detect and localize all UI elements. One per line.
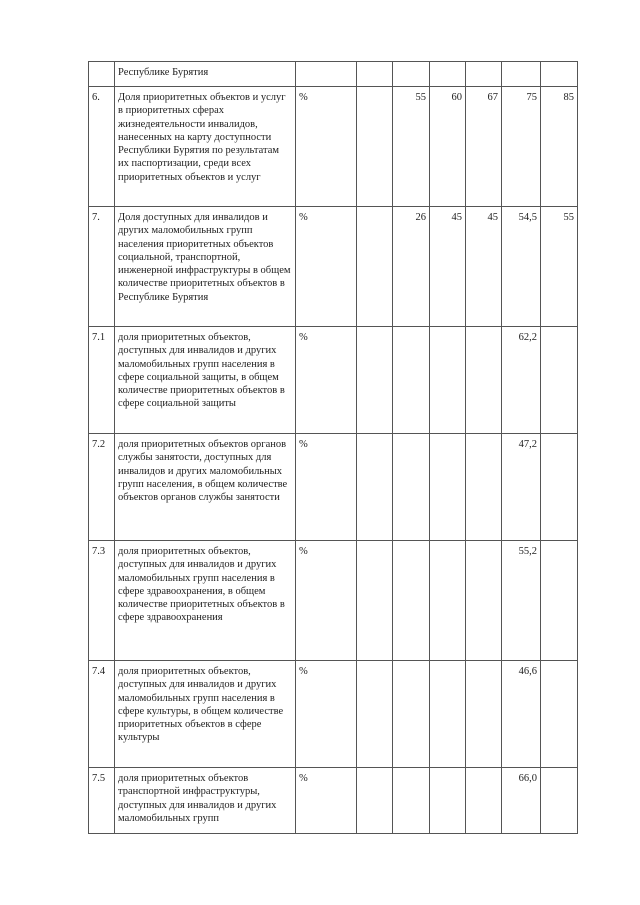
indicator-name: доля приоритетных объектов, доступных для инвалидов и других маломобильных групп населения в сфере здравоохранения, в общем количестве приоритетных объектов в сфере здравоохранения — [115, 541, 296, 661]
value-cell — [541, 434, 578, 541]
table-row — [89, 541, 578, 661]
row-number: 7.1 — [89, 327, 115, 434]
value-cell: 55 — [393, 87, 430, 207]
indicator-name: Доля приоритетных объектов и услуг в приоритетных сферах жизнедеятельности инвалидов, нанесенных на карту доступности Республики Бурятия по результатам их паспортизации, среди всех приоритетных объектов и услуг — [115, 87, 296, 207]
value-cell: 45 — [466, 207, 502, 327]
indicator-name: доля приоритетных объектов, доступных для инвалидов и других маломобильных групп населения в сфере культуры, в общем количестве приоритетных объектов в сфере культуры — [115, 661, 296, 768]
value-cell: 55 — [541, 207, 578, 327]
value-cell — [357, 434, 393, 541]
value-cell — [541, 661, 578, 768]
value-cell — [393, 434, 430, 541]
value-cell: 26 — [393, 207, 430, 327]
value-cell — [393, 541, 430, 661]
indicator-name: Республике Бурятия — [115, 62, 296, 87]
value-cell — [430, 434, 466, 541]
value-cell — [430, 541, 466, 661]
value-cell — [430, 62, 466, 87]
row-number: 7.3 — [89, 541, 115, 661]
value-cell: 46,6 — [502, 661, 541, 768]
value-cell: 60 — [430, 87, 466, 207]
value-cell — [430, 661, 466, 768]
value-cell: 45 — [430, 207, 466, 327]
table-body — [89, 62, 578, 834]
value-cell — [541, 541, 578, 661]
value-cell: 75 — [502, 87, 541, 207]
value-cell — [466, 62, 502, 87]
value-cell — [466, 434, 502, 541]
value-cell: 62,2 — [502, 327, 541, 434]
row-number: 7.2 — [89, 434, 115, 541]
row-number: 6. — [89, 87, 115, 207]
indicator-name: доля приоритетных объектов транспортной инфраструктуры, доступных для инвалидов и других маломобильных групп — [115, 768, 296, 834]
value-cell — [466, 661, 502, 768]
table-row — [89, 434, 578, 541]
unit-cell: % — [296, 87, 357, 207]
indicator-name: доля приоритетных объектов органов службы занятости, доступных для инвалидов и других маломобильных групп населения, в общем количестве объектов органов службы занятости — [115, 434, 296, 541]
value-cell: 85 — [541, 87, 578, 207]
value-cell: 55,2 — [502, 541, 541, 661]
value-cell — [393, 768, 430, 834]
indicator-name: Доля доступных для инвалидов и других маломобильных групп населения приоритетных объектов социальной, транспортной, инженерной инфраструктуры в общем количестве приоритетных объектов в Республике Бурятия — [115, 207, 296, 327]
row-number: 7.5 — [89, 768, 115, 834]
value-cell — [357, 768, 393, 834]
value-cell: 66,0 — [502, 768, 541, 834]
table-row — [89, 62, 578, 87]
value-cell — [466, 768, 502, 834]
value-cell — [393, 327, 430, 434]
value-cell — [393, 661, 430, 768]
value-cell — [393, 62, 430, 87]
value-cell — [541, 327, 578, 434]
value-cell — [502, 62, 541, 87]
table-row — [89, 768, 578, 834]
value-cell — [357, 327, 393, 434]
value-cell — [430, 768, 466, 834]
value-cell — [357, 541, 393, 661]
value-cell — [357, 661, 393, 768]
unit-cell: % — [296, 327, 357, 434]
unit-cell: % — [296, 661, 357, 768]
indicator-name: доля приоритетных объектов, доступных для инвалидов и других маломобильных групп населения в сфере социальной защиты, в общем количестве приоритетных объектов в сфере социальной защиты — [115, 327, 296, 434]
value-cell: 54,5 — [502, 207, 541, 327]
table-row — [89, 87, 578, 207]
indicators-table — [88, 61, 578, 834]
value-cell — [541, 62, 578, 87]
unit-cell: % — [296, 207, 357, 327]
value-cell: 47,2 — [502, 434, 541, 541]
row-number — [89, 62, 115, 87]
unit-cell: % — [296, 434, 357, 541]
row-number: 7.4 — [89, 661, 115, 768]
table-row — [89, 327, 578, 434]
table-row — [89, 207, 578, 327]
value-cell — [357, 87, 393, 207]
value-cell — [466, 327, 502, 434]
value-cell: 67 — [466, 87, 502, 207]
unit-cell — [296, 62, 357, 87]
row-number: 7. — [89, 207, 115, 327]
value-cell — [357, 62, 393, 87]
table-row — [89, 661, 578, 768]
unit-cell: % — [296, 768, 357, 834]
value-cell — [541, 768, 578, 834]
value-cell — [357, 207, 393, 327]
unit-cell: % — [296, 541, 357, 661]
value-cell — [466, 541, 502, 661]
value-cell — [430, 327, 466, 434]
